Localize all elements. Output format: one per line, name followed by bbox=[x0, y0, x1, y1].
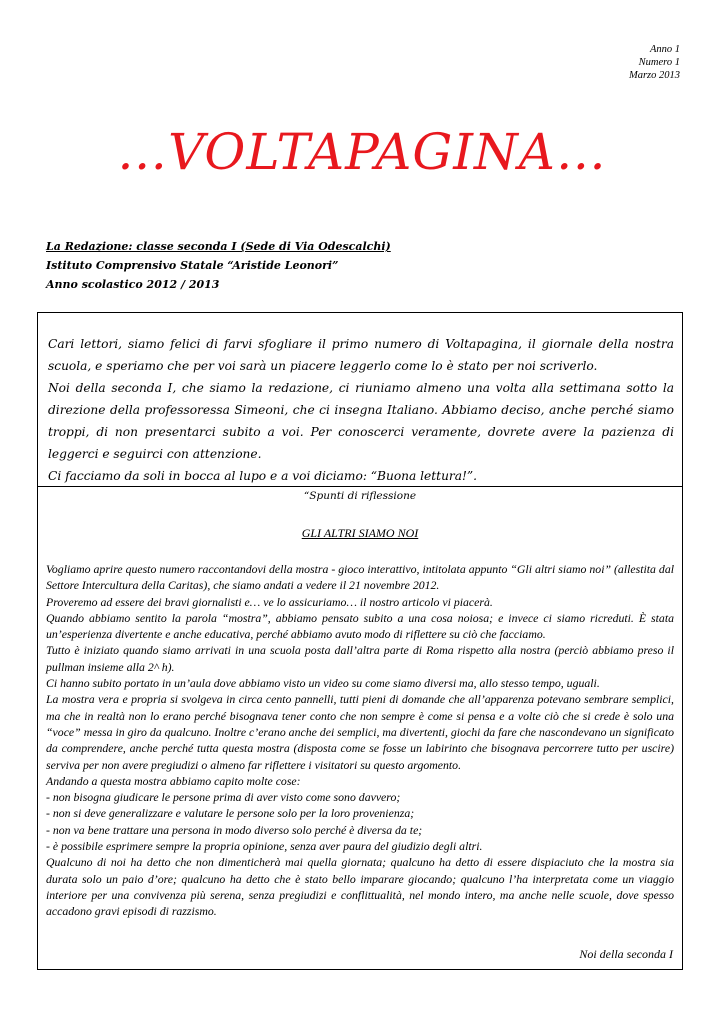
newspaper-title: …VOLTAPAGINA… bbox=[117, 123, 607, 181]
article-paragraph: Proveremo ad essere dei bravi giornalisti e… ve lo assicuriamo… il nostro articolo vi piacerà. bbox=[46, 594, 493, 609]
issue-year: Anno 1 bbox=[649, 44, 680, 55]
editorial-staff bbox=[46, 237, 391, 294]
staff-line-year: Anno scolastico 2012 / 2013 bbox=[46, 278, 220, 291]
intro-paragraph: Noi della seconda I, che siamo la redazione, ci riuniamo almeno una volta alla settimana sotto la direzione della professoressa Simeoni, che ci insegna Italiano. Abbiamo deciso, anche perché siamo troppi, di non presentarci subito a voi. Per conoscerci veramente, dovrete avere la pazienza di leggerci e seguirci con attenzione. bbox=[48, 381, 674, 461]
intro-paragraph: Ci facciamo da soli in bocca al lupo e a voi diciamo: “Buona lettura!”. bbox=[48, 469, 478, 483]
article-list-item: - non va bene trattare una persona in modo diverso solo perché è diversa da te; bbox=[46, 822, 423, 837]
article-paragraph: Tutto è iniziato quando siamo arrivati in una scuola posta dall’altra parte di Roma rispetto alla nostra (perciò abbiamo preso il pullman insieme alla 2^ h). bbox=[46, 643, 674, 674]
article-body bbox=[46, 561, 674, 920]
article-kicker: “Spunti di riflessione bbox=[303, 490, 417, 502]
staff-line-class: La Redazione: classe seconda I (Sede di Via Odescalchi) bbox=[46, 240, 391, 253]
article-signature: Noi della seconda I bbox=[579, 947, 673, 961]
intro-box bbox=[37, 312, 683, 487]
article-list-item: - è possibile esprimere sempre la propria opinione, senza aver paura del giudizio degli altri. bbox=[46, 839, 483, 854]
article-headline: GLI ALTRI SIAMO NOI bbox=[301, 526, 419, 540]
issue-date: Marzo 2013 bbox=[628, 70, 680, 81]
article-paragraph: Quando abbiamo sentito la parola “mostra”, abbiamo pensato subito a una cosa noiosa; e invece ci siamo ricreduti. È stata un’esperienza divertente e anche educativa, perché abbiamo avuto modo di riflettere su ciò che facciamo. bbox=[46, 610, 674, 642]
article-box bbox=[37, 486, 683, 970]
article-paragraph: Andando a questa mostra abbiamo capito molte cose: bbox=[46, 773, 301, 788]
staff-line-school: Istituto Comprensivo Statale “Aristide Leonori” bbox=[46, 259, 339, 272]
article-paragraph: Ci hanno subito portato in un’aula dove abbiamo visto un video su come siamo diversi ma, allo stesso tempo, uguali. bbox=[46, 676, 600, 691]
article-list-item: - non si deve generalizzare e valutare le persone solo per la loro provenienza; bbox=[46, 806, 415, 821]
article-list-item: - non bisogna giudicare le persone prima di aver visto come sono davvero; bbox=[46, 790, 401, 805]
issue-info bbox=[629, 43, 680, 82]
article-paragraph: La mostra vera e propria si svolgeva in circa cento pannelli, tutti pieni di domande che all’apparenza potevano sembrare semplici, ma che in realtà non lo erano perché bisognava tener conto che non sempre è come si pensa e a volte ciò che si crede è solo una “voce” messa in giro da qualcuno. Inoltre c’erano anche dei semplici, ma divertenti, giochi da fare che nascondevano un significato da comprendere, anche perché tutta questa mostra (disposta come se fosse un labirinto che bisognava percorrere tutto per uscire) serviva per non avere pregiudizi o almeno far riflettere i visitatori su questo argomento. bbox=[46, 692, 674, 772]
article-paragraph: Vogliamo aprire questo numero raccontandovi della mostra - gioco interattivo, intitolata appunto “Gli altri siamo noi” (allestita dal Settore Intercultura della Caritas), che siamo andati a vedere il 21 novembre 2012. bbox=[46, 562, 674, 593]
article-paragraph: Qualcuno di noi ha detto che non dimenticherà mai quella giornata; qualcuno ha detto di essere dispiaciuto che la mostra sia durata solo un paio d’ore; qualcuno ha detto che è stato bello imparare giocando; qualcuno l’ha interpretata come un viaggio interiore per una convivenza più serena, senza pregiudizi e conflittualità, nel mondo intero, ma anche nelle scuole, dove spesso accadono gravi episodi di razzismo. bbox=[46, 855, 674, 919]
issue-number: Numero 1 bbox=[638, 57, 680, 68]
intro-paragraph: Cari lettori, siamo felici di farvi sfogliare il primo numero di Voltapagina, il giornale della nostra scuola, e speriamo che per voi sarà un piacere leggerlo come lo è stato per noi scriverlo. bbox=[48, 337, 674, 373]
